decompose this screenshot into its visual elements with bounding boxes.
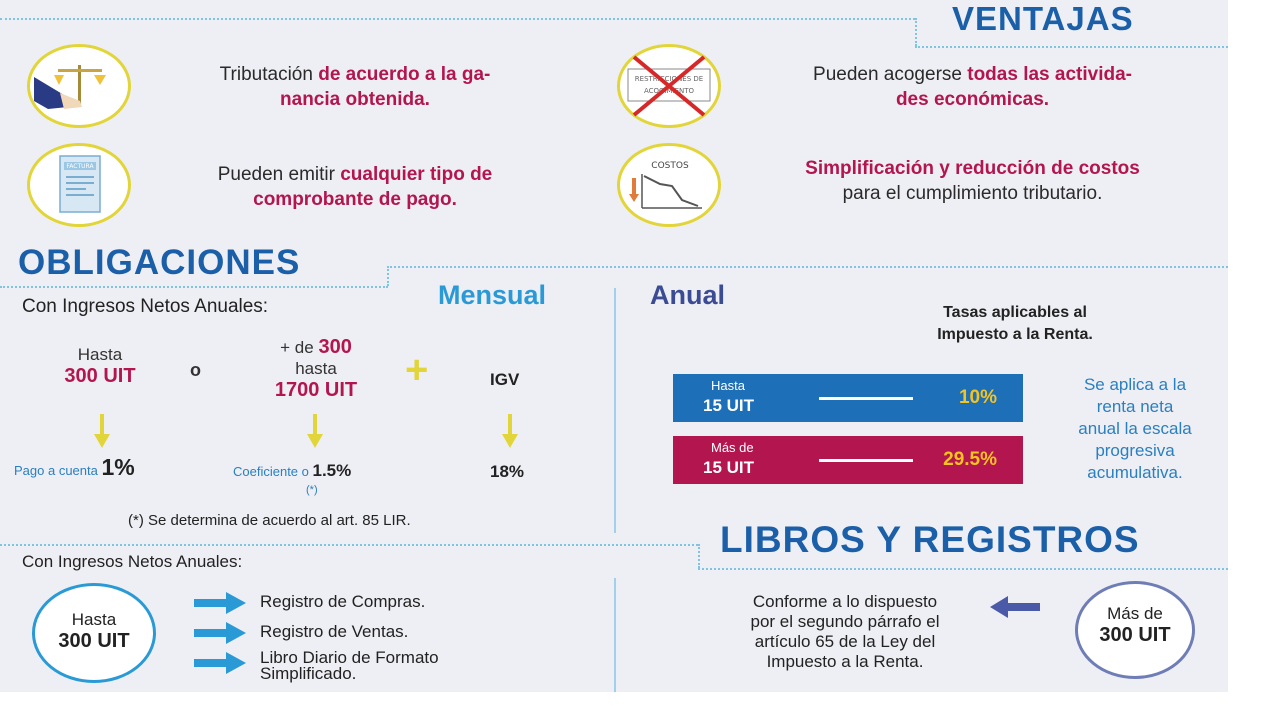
- plus-sign: +: [405, 348, 429, 392]
- ventaja-4-plain: para el cumplimiento tributario.: [842, 183, 1103, 204]
- divider-line: [387, 266, 1228, 268]
- result2-note: (*): [306, 484, 318, 496]
- footnote: (*) Se determina de acuerdo al art. 85 LIR.: [128, 512, 411, 529]
- libros-ring-hasta-300: [32, 583, 156, 683]
- ventaja-4-text: [735, 156, 1210, 206]
- mensual-label: Mensual: [438, 280, 547, 310]
- left-ring-line1: Hasta: [71, 610, 117, 629]
- ventaja-3-highlight: cualquier tipo de: [340, 164, 493, 185]
- ventaja-2-text: [735, 62, 1210, 112]
- scale-balance-icon: [27, 44, 131, 128]
- libros-subtitle: Con Ingresos Netos Anuales:: [22, 552, 243, 571]
- left-ring-line2: 300 UIT: [58, 630, 130, 652]
- rate2-pct: 29.5%: [943, 449, 997, 470]
- restrictions-label-2: ACOGIMIENTO: [643, 87, 695, 95]
- tier2-1700: 1700 UIT: [274, 379, 358, 401]
- ventaja-3-highlight-2: comprobante de pago.: [253, 189, 457, 210]
- arrow-right-icon: [194, 622, 246, 644]
- rates-title-line2: Impuesto a la Renta.: [937, 326, 1093, 343]
- divider-line: [915, 46, 1228, 48]
- rate2-big: 15 UIT: [703, 458, 755, 477]
- result2-label: Coeficiente o: [233, 464, 313, 479]
- tier1-line1: Hasta: [77, 345, 123, 364]
- ventaja-1-highlight-2: nancia obtenida.: [280, 89, 430, 110]
- divider-line: [698, 544, 700, 568]
- crossed-out-restrictions-icon: [617, 44, 721, 128]
- arrow-down-icon: [500, 414, 520, 450]
- result-pago-a-cuenta: [14, 454, 135, 481]
- libro-item-diario-line2: Simplificado.: [260, 664, 357, 683]
- libro-item-ventas: Registro de Ventas.: [260, 622, 409, 641]
- divider-line: [387, 266, 389, 286]
- result1-label: Pago a cuenta: [14, 463, 102, 478]
- column-separator: [614, 578, 616, 692]
- rate1-line: [819, 397, 913, 400]
- right-text-line1: Conforme a lo dispuesto: [752, 592, 938, 611]
- costs-chart-label: COSTOS: [651, 161, 689, 171]
- arrow-left-icon: [990, 596, 1040, 618]
- rates-note-line3: anual la escala: [1078, 419, 1192, 438]
- ventaja-2-highlight: todas las activida-: [967, 64, 1132, 85]
- rate-row-hasta-15: [673, 374, 1023, 422]
- rate2-line: [819, 459, 913, 462]
- section-title-libros: LIBROS Y REGISTROS: [720, 519, 1140, 560]
- right-text-line3: artículo 65 de la Ley del: [754, 632, 936, 651]
- arrow-down-icon: [305, 414, 325, 450]
- column-separator: [614, 288, 616, 533]
- ventaja-3-text: [150, 162, 560, 212]
- rates-note-line1: Se aplica a la: [1083, 375, 1187, 394]
- costs-chart-icon: [617, 143, 721, 227]
- right-ring-line2: 300 UIT: [1099, 624, 1171, 646]
- right-text-line2: por el segundo párrafo el: [750, 612, 940, 631]
- tier1-line2: 300 UIT: [64, 365, 136, 387]
- divider-line: [0, 286, 388, 288]
- rates-note: [1045, 374, 1225, 484]
- rate2-small: Más de: [711, 440, 754, 455]
- section-title-obligaciones: OBLIGACIONES: [18, 243, 301, 282]
- tier2-prefix: + de: [280, 338, 319, 357]
- rates-title-line1: Tasas aplicables al: [943, 304, 1087, 321]
- rates-title: [880, 302, 1150, 346]
- section-title-ventajas: VENTAJAS: [952, 0, 1134, 37]
- igv-label: IGV: [490, 370, 520, 389]
- rate1-small: Hasta: [711, 378, 745, 393]
- invoice-doc-label: FACTURA: [66, 163, 94, 170]
- tier2-hasta: hasta: [295, 359, 337, 378]
- obligaciones-subtitle: Con Ingresos Netos Anuales:: [22, 296, 269, 317]
- ventaja-2-plain: Pueden acogerse: [813, 64, 968, 85]
- libro-item-diario: [260, 650, 439, 682]
- right-text-line4: Impuesto a la Renta.: [766, 652, 924, 671]
- divider-line: [0, 544, 698, 546]
- result2-value: 1.5%: [312, 461, 352, 480]
- libro-item-diario-line1: Libro Diario de Formato: [260, 648, 439, 667]
- tier-300-to-1700: [246, 336, 386, 402]
- ventaja-4-highlight: Simplificación y reducción de costos: [805, 158, 1140, 179]
- ventaja-1-plain: Tributación: [219, 64, 319, 85]
- arrow-down-icon: [92, 414, 112, 450]
- result-coeficiente: [233, 461, 351, 481]
- ventaja-1-highlight: de acuerdo a la ga-: [318, 64, 491, 85]
- restrictions-label-1: RESTRICCIONES DE: [634, 75, 704, 83]
- anual-label: Anual: [650, 280, 726, 310]
- right-ring-line1: Más de: [1107, 604, 1163, 623]
- divider-line: [0, 18, 915, 20]
- rates-note-line2: renta neta: [1096, 397, 1174, 416]
- rate-row-mas-15: [673, 436, 1023, 484]
- invoice-document-icon: [27, 143, 131, 227]
- rates-note-line5: acumulativa.: [1087, 463, 1183, 482]
- rate1-pct: 10%: [958, 387, 997, 408]
- tier-hasta-300: [40, 345, 160, 388]
- libros-ring-mas-300: [1075, 581, 1195, 679]
- ventaja-1-text: [150, 62, 560, 112]
- rate1-big: 15 UIT: [703, 396, 755, 415]
- rates-note-line4: progresiva: [1095, 441, 1175, 460]
- ventaja-2-highlight-2: des económicas.: [895, 89, 1050, 110]
- result1-value: 1%: [101, 454, 135, 480]
- ventaja-3-plain: Pueden emitir: [217, 164, 341, 185]
- arrow-right-icon: [194, 592, 246, 614]
- divider-line: [698, 568, 1228, 570]
- result3-value: 18%: [490, 462, 525, 481]
- libro-item-compras: Registro de Compras.: [260, 592, 426, 611]
- arrow-right-icon: [194, 652, 246, 674]
- connector-o: o: [190, 360, 201, 380]
- libros-right-text: [705, 592, 985, 672]
- divider-line: [915, 18, 917, 46]
- tier2-num: 300: [318, 336, 352, 358]
